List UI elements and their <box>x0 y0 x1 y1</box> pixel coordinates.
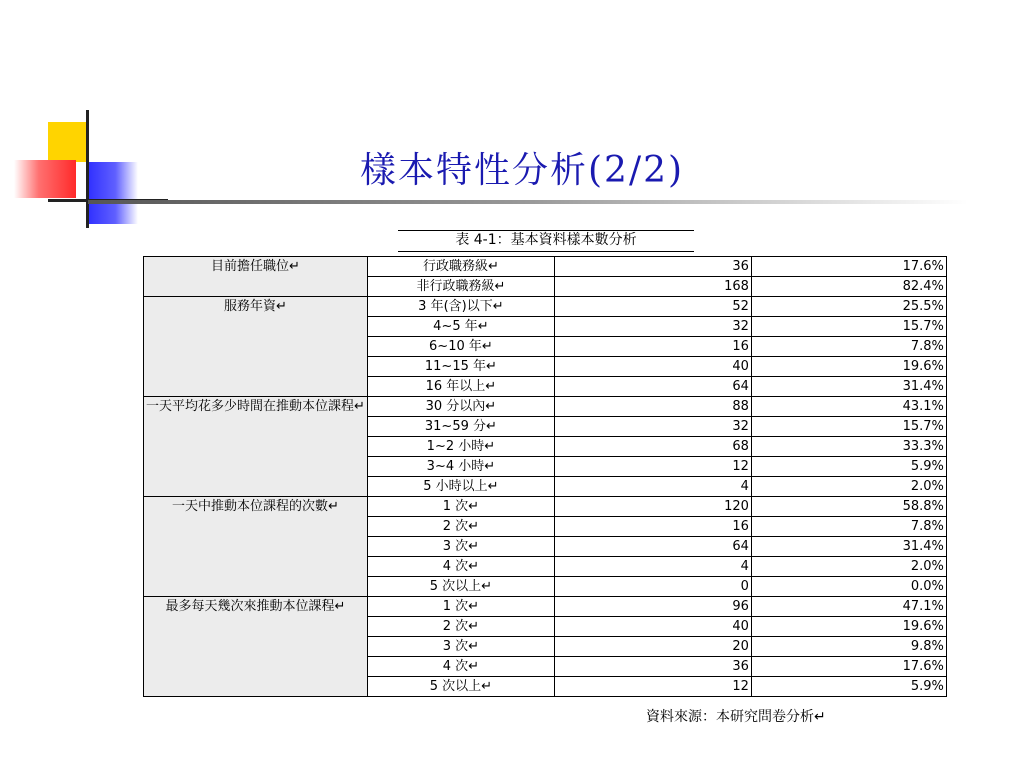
percent-cell: 25.5% <box>751 297 946 317</box>
percent-cell: 58.8% <box>751 497 946 517</box>
percent-cell: 5.9% <box>751 677 946 697</box>
group-label-cell: 一天中推動本位課程的次數↵ <box>144 497 368 597</box>
table-row <box>144 257 947 277</box>
percent-cell: 5.9% <box>751 457 946 477</box>
percent-cell: 31.4% <box>751 377 946 397</box>
percent-cell: 15.7% <box>751 317 946 337</box>
category-cell: 4~5 年↵ <box>367 317 554 337</box>
group-label-cell: 服務年資↵ <box>144 297 368 397</box>
percent-cell: 47.1% <box>751 597 946 617</box>
table-row <box>144 597 947 617</box>
category-cell: 6~10 年↵ <box>367 337 554 357</box>
category-cell: 非行政職務級↵ <box>367 277 554 297</box>
category-cell: 3~4 小時↵ <box>367 457 554 477</box>
percent-cell: 0.0% <box>751 577 946 597</box>
percent-cell: 82.4% <box>751 277 946 297</box>
category-cell: 4 次↵ <box>367 557 554 577</box>
count-cell: 16 <box>554 337 751 357</box>
count-cell: 32 <box>554 417 751 437</box>
category-cell: 30 分以內↵ <box>367 397 554 417</box>
count-cell: 12 <box>554 457 751 477</box>
percent-cell: 43.1% <box>751 397 946 417</box>
title-underline <box>88 200 968 204</box>
count-cell: 36 <box>554 257 751 277</box>
percent-cell: 17.6% <box>751 257 946 277</box>
table-body <box>144 257 947 697</box>
percent-cell: 31.4% <box>751 537 946 557</box>
group-label-cell: 目前擔任職位↵ <box>144 257 368 297</box>
category-cell: 4 次↵ <box>367 657 554 677</box>
count-cell: 64 <box>554 537 751 557</box>
table-caption: 表 4-1：基本資料樣本數分析 <box>398 230 694 252</box>
category-cell: 2 次↵ <box>367 617 554 637</box>
vertical-line-decoration <box>86 110 89 228</box>
count-cell: 4 <box>554 477 751 497</box>
category-cell: 3 次↵ <box>367 537 554 557</box>
category-cell: 5 次以上↵ <box>367 577 554 597</box>
table-source-note: 資料來源：本研究問卷分析↵ <box>646 709 826 725</box>
slide-title: 樣本特性分析(2/2) <box>360 150 685 191</box>
corner-decoration <box>0 0 160 240</box>
count-cell: 96 <box>554 597 751 617</box>
category-cell: 31~59 分↵ <box>367 417 554 437</box>
category-cell: 3 次↵ <box>367 637 554 657</box>
percent-cell: 19.6% <box>751 617 946 637</box>
count-cell: 32 <box>554 317 751 337</box>
yellow-square-decoration <box>48 122 88 162</box>
count-cell: 40 <box>554 357 751 377</box>
table-row <box>144 397 947 417</box>
count-cell: 4 <box>554 557 751 577</box>
percent-cell: 33.3% <box>751 437 946 457</box>
category-cell: 5 小時以上↵ <box>367 477 554 497</box>
count-cell: 40 <box>554 617 751 637</box>
red-bar-decoration <box>14 160 76 198</box>
percent-cell: 19.6% <box>751 357 946 377</box>
percent-cell: 17.6% <box>751 657 946 677</box>
group-label-cell: 一天平均花多少時間在推動本位課程↵ <box>144 397 368 497</box>
category-cell: 2 次↵ <box>367 517 554 537</box>
category-cell: 1 次↵ <box>367 597 554 617</box>
count-cell: 0 <box>554 577 751 597</box>
count-cell: 52 <box>554 297 751 317</box>
count-cell: 64 <box>554 377 751 397</box>
category-cell: 1 次↵ <box>367 497 554 517</box>
percent-cell: 7.8% <box>751 517 946 537</box>
count-cell: 168 <box>554 277 751 297</box>
category-cell: 16 年以上↵ <box>367 377 554 397</box>
count-cell: 12 <box>554 677 751 697</box>
blue-square-decoration <box>88 162 138 224</box>
count-cell: 16 <box>554 517 751 537</box>
category-cell: 5 次以上↵ <box>367 677 554 697</box>
percent-cell: 9.8% <box>751 637 946 657</box>
sample-analysis-table <box>143 256 947 697</box>
percent-cell: 15.7% <box>751 417 946 437</box>
count-cell: 120 <box>554 497 751 517</box>
count-cell: 88 <box>554 397 751 417</box>
category-cell: 11~15 年↵ <box>367 357 554 377</box>
count-cell: 36 <box>554 657 751 677</box>
percent-cell: 2.0% <box>751 557 946 577</box>
percent-cell: 2.0% <box>751 477 946 497</box>
table-row <box>144 297 947 317</box>
group-label-cell: 最多每天幾次來推動本位課程↵ <box>144 597 368 697</box>
count-cell: 20 <box>554 637 751 657</box>
category-cell: 3 年(含)以下↵ <box>367 297 554 317</box>
category-cell: 行政職務級↵ <box>367 257 554 277</box>
category-cell: 1~2 小時↵ <box>367 437 554 457</box>
table-row <box>144 497 947 517</box>
percent-cell: 7.8% <box>751 337 946 357</box>
count-cell: 68 <box>554 437 751 457</box>
